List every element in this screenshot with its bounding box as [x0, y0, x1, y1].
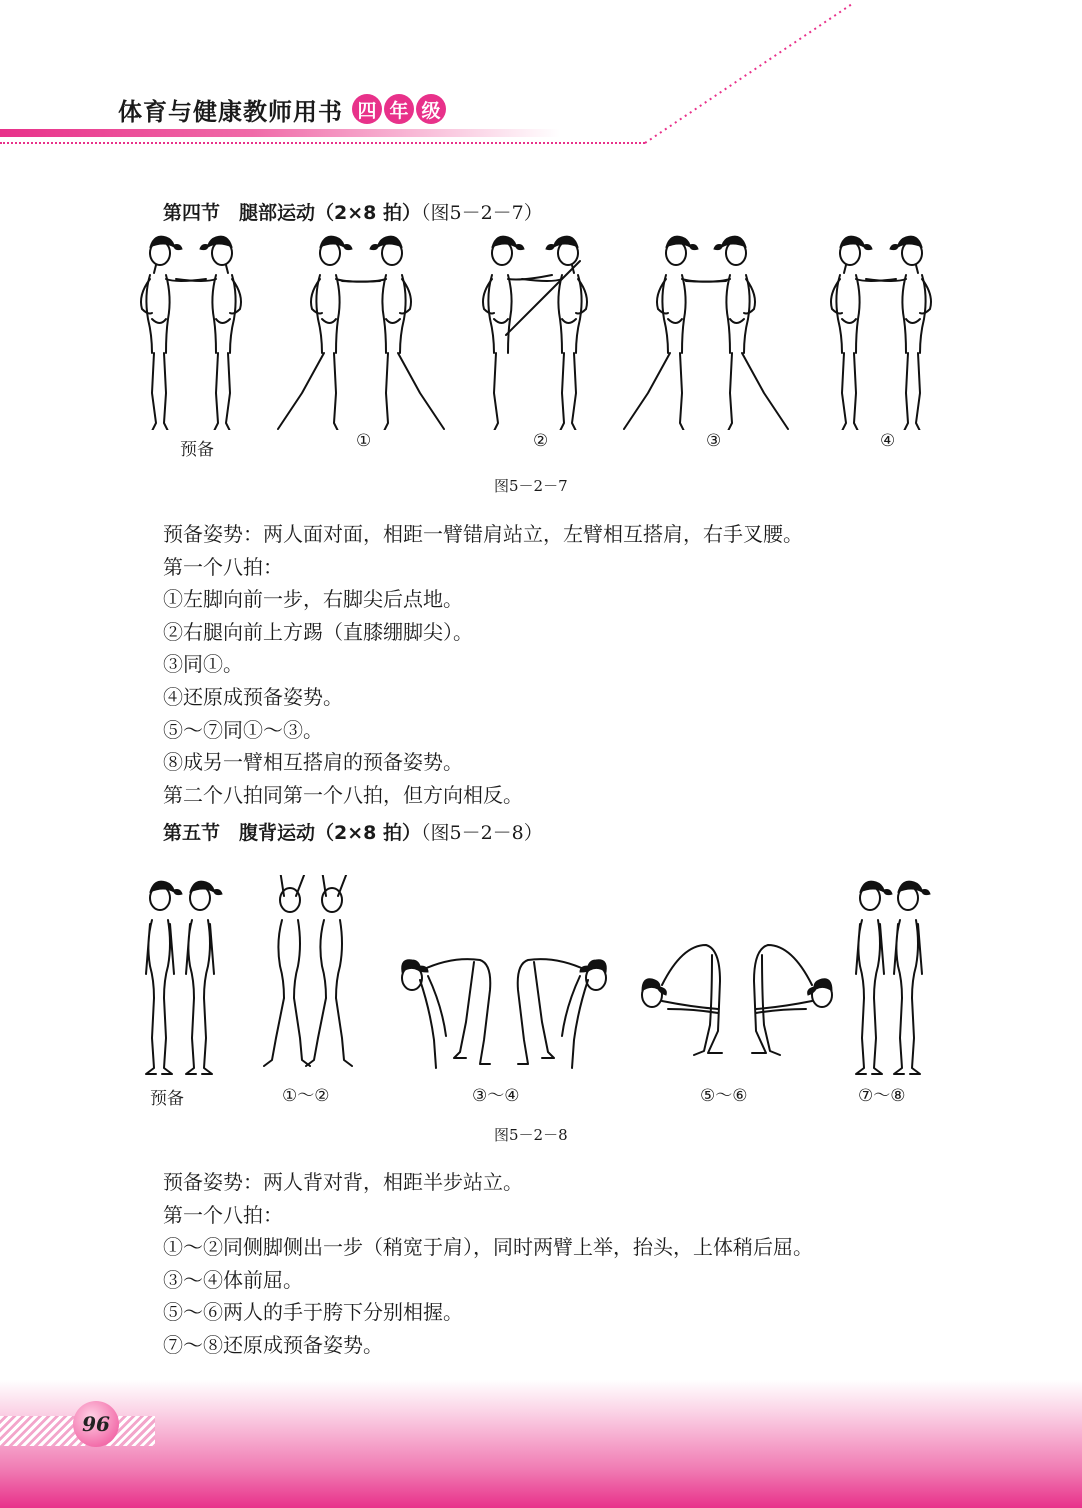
body-line: 第一个八拍：: [163, 1202, 283, 1227]
section-heading: [163, 198, 543, 225]
figure-label: ⑤～⑥: [700, 1086, 748, 1106]
figure-reference: （图5－2－8）: [420, 822, 543, 844]
book-title: 体育与健康教师用书: [118, 97, 343, 126]
figure-5-2-7-illustration: [130, 230, 960, 430]
figure-label: 预备: [180, 440, 214, 460]
section-body: [163, 1166, 813, 1362]
body-line: ③同①。: [163, 652, 243, 677]
body-line: ②右腿向前上方踢（直膝绷脚尖）。: [163, 619, 473, 644]
body-line: ④还原成预备姿势。: [163, 684, 343, 709]
section-body: [163, 518, 803, 811]
grade-badge: [352, 94, 446, 124]
figure-label: ⑦～⑧: [858, 1086, 906, 1106]
figure-reference: （图5－2－7）: [420, 202, 543, 224]
figure-label: 预备: [150, 1089, 184, 1109]
figure-pair-grab: [642, 945, 832, 1055]
figure-pair-1: [278, 236, 444, 430]
figure-label: ①～②: [282, 1086, 330, 1106]
figure-pair-2: [483, 236, 587, 430]
figure-5-2-8-illustration: [130, 875, 960, 1075]
body-line: ⑧成另一臂相互搭肩的预备姿势。: [163, 750, 463, 775]
body-line: 第一个八拍：: [163, 554, 283, 579]
figure-label: ④: [880, 431, 896, 451]
section-heading: [163, 818, 543, 845]
figure-label: ③～④: [472, 1086, 520, 1106]
body-line: 第二个八拍同第一个八拍，但方向相反。: [163, 782, 523, 807]
page-number: 96: [73, 1401, 119, 1447]
figure-pair-4: [831, 236, 931, 430]
grade-char: 年: [384, 94, 414, 124]
figure-label: ③: [706, 431, 722, 451]
body-line: ①左脚向前一步，右脚尖后点地。: [163, 587, 463, 612]
figure-pair-ready: [141, 236, 241, 430]
figure-pair-return: [856, 881, 930, 1074]
body-line: ①～②同侧脚侧出一步（稍宽于肩），同时两臂上举，抬头，上体稍后屈。: [163, 1235, 813, 1260]
section-title: 第四节 腿部运动（2×8 拍）: [163, 202, 421, 224]
grade-char: 四: [352, 94, 382, 124]
footer-band: [0, 1380, 1082, 1508]
body-line: ⑦～⑧还原成预备姿势。: [163, 1332, 383, 1357]
figure-pair-ready: [146, 881, 222, 1074]
body-line: 预备姿势：两人面对面，相距一臂错肩站立，左臂相互搭肩，右手叉腰。: [163, 522, 803, 546]
section-title: 第五节 腹背运动（2×8 拍）: [163, 822, 421, 844]
header-accent-bar: [0, 129, 560, 137]
grade-char: 级: [416, 94, 446, 124]
body-line: ③～④体前屈。: [163, 1267, 303, 1292]
body-line: ⑤～⑥两人的手于胯下分别相握。: [163, 1300, 463, 1325]
header-diagonal-rule: [640, 0, 860, 150]
body-line: ⑤～⑦同①～③。: [163, 717, 323, 742]
header-dotted-rule: [0, 142, 645, 144]
figure-pair-raise: [264, 875, 352, 1066]
figure-pair-bend: [402, 959, 607, 1068]
body-line: 预备姿势：两人背对背，相距半步站立。: [163, 1170, 523, 1194]
figure-caption: 图5－2－8: [494, 1126, 568, 1144]
figure-label: ②: [533, 431, 549, 451]
figure-caption: 图5－2－7: [494, 477, 568, 495]
figure-pair-3: [624, 236, 788, 430]
figure-label: ①: [356, 431, 372, 451]
